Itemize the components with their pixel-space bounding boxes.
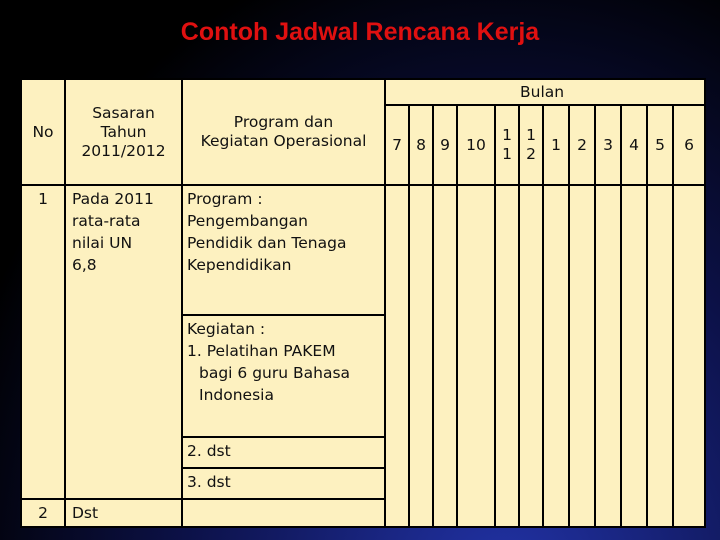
row-program-line: Pengembangan — [187, 212, 308, 230]
page-title: Contoh Jadwal Rencana Kerja — [180, 18, 540, 46]
row-program — [182, 185, 385, 315]
header-program — [182, 79, 385, 185]
row-kegiatan — [182, 315, 385, 437]
schedule-cell — [621, 185, 647, 527]
row-program-line: Program : — [187, 190, 263, 208]
month-digit: 1 — [502, 126, 512, 144]
row-sasaran-line: rata-rata — [72, 212, 141, 230]
row-sasaran-line: Pada 2011 — [72, 190, 154, 208]
row-sasaran-line: 6,8 — [72, 256, 97, 274]
row-sasaran — [65, 185, 182, 499]
month-header: 4 — [621, 105, 647, 185]
row-extra-line: 3. dst — [187, 473, 231, 491]
row-program-line: Kependidikan — [187, 256, 292, 274]
month-digit: 2 — [526, 145, 536, 163]
header-bulan: Bulan — [385, 79, 705, 105]
schedule-cell — [569, 185, 595, 527]
row-no: 2 — [21, 499, 65, 527]
schedule-cell — [673, 185, 705, 527]
schedule-cell — [595, 185, 621, 527]
month-header: 9 — [433, 105, 457, 185]
row-kegiatan-line: 1. Pelatihan PAKEM — [187, 342, 336, 360]
month-digit: 1 — [502, 145, 512, 163]
header-sasaran — [65, 79, 182, 185]
schedule-cell — [385, 185, 409, 527]
month-header — [495, 105, 519, 185]
month-header — [519, 105, 543, 185]
month-header: 3 — [595, 105, 621, 185]
month-digit: 1 — [526, 126, 536, 144]
table-row — [21, 185, 705, 315]
month-header: 5 — [647, 105, 673, 185]
schedule-cell — [519, 185, 543, 527]
month-header: 6 — [673, 105, 705, 185]
row-kegiatan-line: Kegiatan : — [187, 320, 266, 338]
schedule-cell — [647, 185, 673, 527]
row-program-line: Pendidik dan Tenaga — [187, 234, 347, 252]
header-no: No — [21, 79, 65, 185]
row-extra-line: 2. dst — [183, 438, 384, 469]
row-extra — [182, 437, 385, 499]
header-program-line: Program dan — [233, 113, 334, 131]
row-kegiatan-line: bagi 6 guru Bahasa — [199, 364, 351, 382]
schedule-cell — [457, 185, 495, 527]
row-sasaran: Dst — [65, 499, 182, 527]
schedule-cell — [495, 185, 519, 527]
header-sasaran-line: 2011/2012 — [81, 141, 166, 160]
schedule-cell — [409, 185, 433, 527]
month-header: 2 — [569, 105, 595, 185]
month-header: 10 — [457, 105, 495, 185]
row-program — [182, 499, 385, 527]
work-schedule-table — [20, 78, 706, 528]
month-header: 7 — [385, 105, 409, 185]
month-header: 1 — [543, 105, 569, 185]
header-sasaran-line: Tahun — [100, 122, 147, 141]
header-sasaran-line: Sasaran — [92, 103, 155, 122]
header-program-line: Kegiatan Operasional — [200, 132, 367, 150]
row-no: 1 — [21, 185, 65, 499]
schedule-cell — [433, 185, 457, 527]
schedule-cell — [543, 185, 569, 527]
row-kegiatan-line: Indonesia — [199, 386, 274, 404]
row-sasaran-line: nilai UN — [72, 234, 133, 252]
month-header: 8 — [409, 105, 433, 185]
